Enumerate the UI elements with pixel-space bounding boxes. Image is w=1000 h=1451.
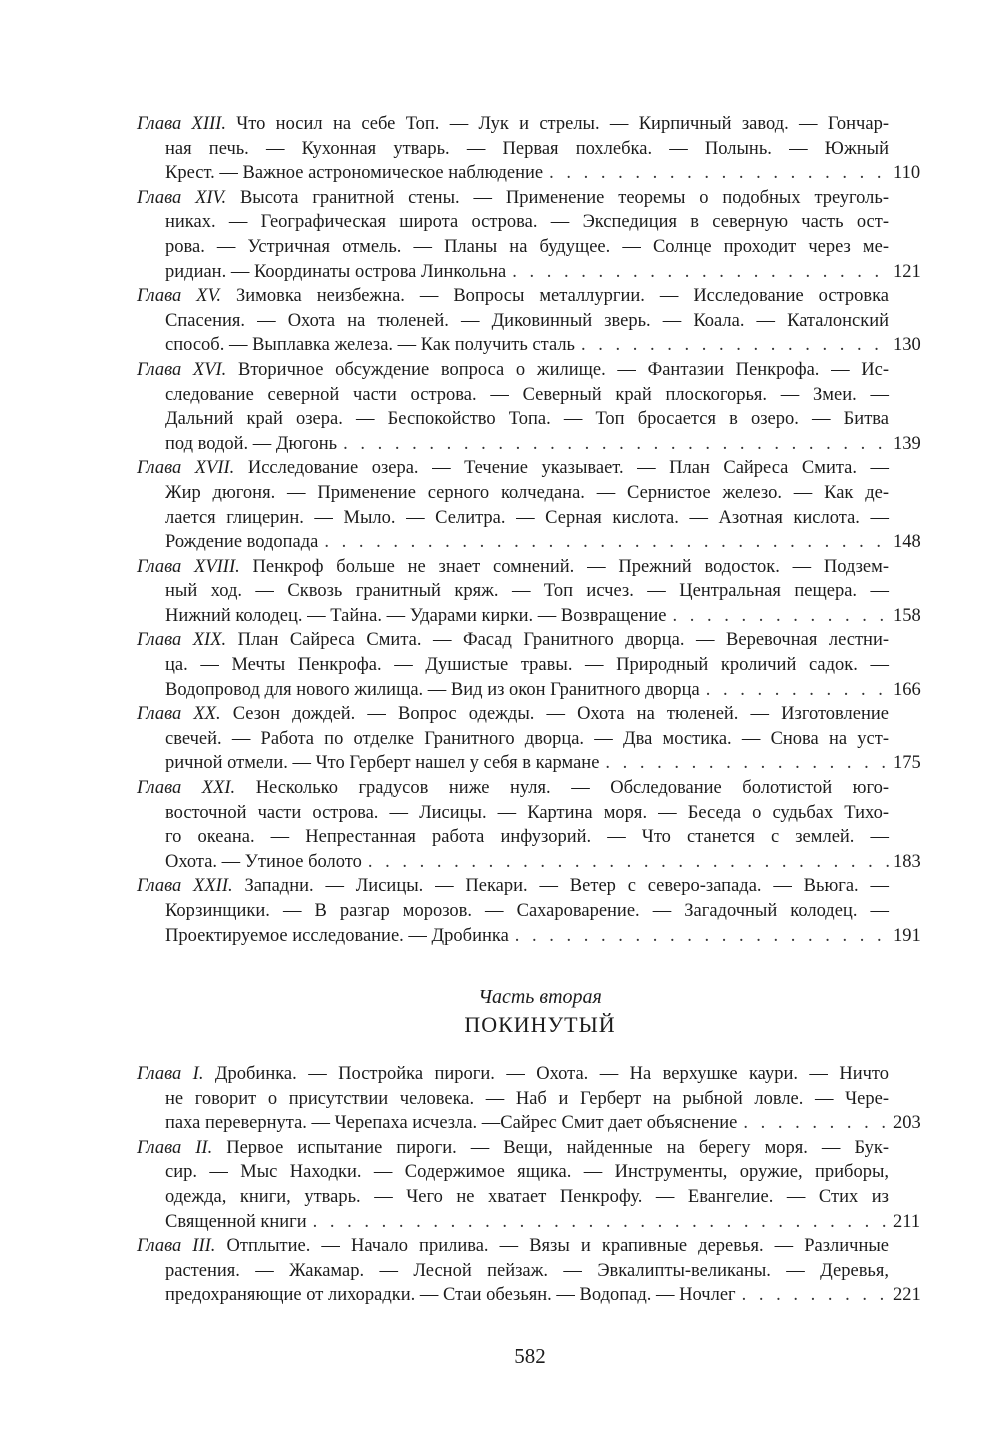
chapter-summary-text: Дробинка. — Постройка пироги. — Охота. — На верхушке каури. — Ничто (214, 1064, 889, 1084)
chapter-summary-text: Пенкроф больше не знает сомнений. — Прежний водосток. — Подзем- (252, 556, 890, 577)
chapter-summary-text: Зимовка неизбежна. — Вопросы металлургии. — Исследование островка (235, 286, 890, 307)
toc-entry-line (137, 506, 933, 531)
toc-entry-line (137, 1234, 933, 1259)
chapter-summary-text: Водопровод для нового жилища. — Вид из окон Гранитного дворца (165, 679, 700, 700)
toc-entry (137, 628, 933, 702)
chapter-label: Глава XIII. (137, 114, 226, 134)
chapter-summary-text: Несколько градусов ниже нуля. — Обследование болотистой юго- (255, 778, 890, 799)
page-ref: 158 (893, 605, 921, 626)
toc-entry (137, 776, 933, 874)
chapter-summary-text: способ. — Выплавка железа. — Как получить сталь (165, 335, 575, 356)
toc-entry-line (137, 727, 933, 752)
toc-entry-line (137, 628, 933, 653)
page-ref: 148 (893, 532, 921, 553)
chapter-summary-text: следование северной части острова. — Северный край плоскогорья. — Змеи. — (165, 384, 889, 405)
chapter-label: Глава I. (137, 1064, 204, 1084)
toc-entry-line (137, 383, 933, 408)
toc-entry-line (137, 1062, 933, 1087)
chapter-label: Глава XX. (137, 704, 221, 725)
chapter-summary-text: ричной отмели. — Что Герберт нашел у себя в кармане (165, 753, 600, 774)
toc-entry (137, 186, 933, 284)
dot-leader (743, 1111, 889, 1136)
toc-entry-line (137, 825, 933, 850)
toc-entry (137, 1062, 933, 1136)
chapter-summary-text: никах. — Географическая широта острова. — Экспедиция в северную часть ост- (165, 212, 889, 233)
chapter-summary-text: свечей. — Работа по отделке Гранитного дворца. — Два мостика. — Снова на уст- (165, 728, 889, 749)
chapter-summary-text: Что носил на себе Топ. — Лук и стрелы. — Кирпичный завод. — Гончар- (236, 114, 889, 134)
page-ref: 221 (893, 1285, 921, 1306)
chapter-summary-text: План Сайреса Смита. — Фасад Гранитного дворца. — Веревочная лестни- (237, 630, 889, 651)
toc-entry (137, 1136, 933, 1234)
toc-entry-line (137, 137, 933, 162)
dot-leader (512, 260, 889, 285)
toc-part-one (137, 112, 933, 948)
chapter-label: Глава XVII. (137, 458, 235, 479)
dot-leader (549, 161, 889, 186)
chapter-summary-text: Жир дюгоня. — Применение серного колчедана. — Сернистое железо. — Как де- (165, 482, 889, 503)
chapter-summary-text: Вторичное обсуждение вопроса о жилище. — Фантазии Пенкрофа. — Ис- (238, 359, 890, 380)
chapter-label: Глава XXI. (137, 778, 236, 799)
toc-entry-line (137, 284, 933, 309)
page-ref: 211 (893, 1211, 921, 1232)
chapter-summary-text: Священной книги (165, 1211, 307, 1232)
page-ref: 110 (893, 163, 921, 184)
chapter-label: Глава XVIII. (137, 556, 240, 577)
toc-entry (137, 358, 933, 456)
chapter-label: Глава XXII. (137, 876, 233, 897)
page-number: 582 (514, 1344, 546, 1368)
toc-entry (137, 1234, 933, 1308)
chapter-label: Глава II. (137, 1137, 213, 1158)
page-ref: 175 (893, 753, 921, 774)
chapter-summary-text: растения. — Жакамар. — Лесной пейзаж. — Эвкалипты-великаны. — Деревья, (165, 1260, 889, 1281)
toc-entry-line (137, 678, 933, 703)
chapter-label: Глава XV. (137, 286, 222, 307)
chapter-summary-text: го океана. — Непрестанная работа инфузорий. — Что станется с землей. — (165, 827, 889, 848)
page-ref: 166 (893, 679, 921, 700)
toc-entry-line (137, 333, 933, 358)
dot-leader (581, 333, 889, 358)
chapter-summary-text: под водой. — Дюгонь (165, 433, 338, 454)
page-ref: 121 (893, 261, 921, 282)
toc-entry-line (137, 1111, 933, 1136)
chapter-summary-text: ца. — Мечты Пенкрофа. — Душистые травы. — Природный кроличий садок. — (165, 655, 889, 676)
chapter-summary-text: Нижний колодец. — Тайна. — Ударами кирки. — Возвращение (165, 605, 667, 626)
part-subtitle: Часть вторая (478, 986, 602, 1008)
chapter-summary-text: Сезон дождей. — Вопрос одежды. — Охота на тюленей. — Изготовление (232, 704, 889, 725)
toc-part-two (137, 1062, 933, 1308)
page-ref: 183 (893, 851, 921, 872)
chapter-summary-text: Высота гранитной стены. — Применение теоремы о подобных треуголь- (239, 187, 889, 208)
toc-entry-line (137, 407, 933, 432)
dot-leader (605, 751, 889, 776)
toc-entry-line (137, 801, 933, 826)
dot-leader (742, 1283, 889, 1308)
toc-entry-line (137, 1087, 933, 1112)
dot-leader (706, 678, 889, 703)
chapter-summary-text: Проектируемое исследование. — Дробинка (165, 925, 509, 946)
toc-entry-line (137, 702, 933, 727)
chapter-summary-text: Спасения. — Охота на тюленей. — Диковинный зверь. — Коала. — Каталонский (165, 310, 889, 331)
page-ref: 191 (893, 925, 921, 946)
chapter-summary-text: ридиан. — Координаты острова Линкольна (165, 261, 507, 282)
chapter-summary-text: паха перевернута. — Черепаха исчезла. —Сайрес Смит дает объяснение (165, 1113, 738, 1134)
toc-entry (137, 555, 933, 629)
chapter-summary-text: лается глицерин. — Мыло. — Селитра. — Серная кислота. — Азотная кислота. — (165, 507, 889, 528)
toc-entry-line (137, 456, 933, 481)
chapter-summary-text: Охота. — Утиное болото (165, 851, 362, 872)
chapter-summary-text: ный ход. — Сквозь гранитный кряж. — Топ исчез. — Центральная пещера. — (165, 581, 889, 602)
toc-entry (137, 874, 933, 948)
toc-entry (137, 702, 933, 776)
page-ref: 203 (893, 1113, 921, 1134)
toc-entry-line (137, 776, 933, 801)
page-ref: 130 (893, 335, 921, 356)
chapter-summary-text: Дальний край озера. — Беспокойство Топа. — Топ бросается в озеро. — Битва (165, 409, 889, 430)
dot-leader (324, 530, 889, 555)
chapter-summary-text: Отплытие. — Начало прилива. — Вязы и крапивные деревья. — Различные (226, 1236, 890, 1257)
toc-entry-line (137, 235, 933, 260)
chapter-label: Глава XVI. (137, 359, 227, 380)
toc-entry-line (137, 1136, 933, 1161)
dot-leader (673, 604, 890, 629)
chapter-summary-text: рова. — Устричная отмель. — Планы на будущее. — Солнце проходит через ме- (165, 236, 889, 257)
toc-entry-line (137, 1185, 933, 1210)
toc-entry-line (137, 210, 933, 235)
chapter-label: Глава XIX. (137, 630, 227, 651)
chapter-summary-text: Западни. — Лисицы. — Пекари. — Ветер с северо-запада. — Вьюга. — (244, 876, 890, 897)
toc-entry-line (137, 653, 933, 678)
chapter-summary-text: Рождение водопада (165, 532, 319, 553)
chapter-label: Глава III. (137, 1236, 216, 1257)
chapter-summary-text: Крест. — Важное астрономическое наблюдение (165, 163, 544, 184)
dot-leader (368, 850, 889, 875)
toc-entry-line (137, 1160, 933, 1185)
toc-entry-line (137, 555, 933, 580)
toc-entry-line (137, 579, 933, 604)
chapter-summary-text: Первое испытание пироги. — Вещи, найденные на берегу моря. — Бук- (226, 1137, 890, 1158)
chapter-summary-text: одежда, книги, утварь. — Чего не хватает Пенкрофу. — Евангелие. — Стих из (165, 1186, 889, 1207)
toc-entry (137, 284, 933, 358)
chapter-summary-text: предохраняющие от лихорадки. — Стаи обезьян. — Водопад. — Ночлег (165, 1285, 736, 1306)
toc-entry-line (137, 112, 933, 137)
toc-entry-line (137, 899, 933, 924)
part-title: ПОКИНУТЫЙ (464, 1012, 616, 1037)
toc-entry-line (137, 1283, 933, 1308)
chapter-summary-text: ная печь. — Кухонная утварь. — Первая похлебка. — Полынь. — Южный (165, 138, 889, 159)
toc-entry-line (137, 481, 933, 506)
toc-entry-line (137, 751, 933, 776)
toc-entry-line (137, 358, 933, 383)
chapter-summary-text: не говорит о присутствии человека. — Наб и Герберт на рыбной ловле. — Чере- (165, 1088, 889, 1109)
toc-entry-line (137, 850, 933, 875)
toc-entry-line (137, 309, 933, 334)
toc-entry-line (137, 604, 933, 629)
toc-entry-line (137, 432, 933, 457)
dot-leader (313, 1210, 889, 1235)
chapter-summary-text: Корзинщики. — В разгар морозов. — Сахароварение. — Загадочный колодец. — (165, 901, 889, 921)
page-ref: 139 (893, 433, 921, 454)
chapter-summary-text: Исследование озера. — Течение указывает. — План Сайреса Смита. — (247, 458, 890, 479)
chapter-summary-text: восточной части острова. — Лисицы. — Картина моря. — Беседа о судьбах Тихо- (165, 802, 889, 823)
chapter-summary-text: сир. — Мыс Находки. — Содержимое ящика. — Инструменты, оружие, приборы, (165, 1162, 889, 1183)
toc-entry-line (137, 260, 933, 285)
toc-entry-line (137, 530, 933, 555)
toc-entry-line (137, 186, 933, 211)
dot-leader (343, 432, 889, 457)
toc-entry (137, 112, 933, 186)
chapter-label: Глава XIV. (137, 187, 227, 208)
toc-entry-line (137, 1210, 933, 1235)
dot-leader (515, 924, 889, 949)
toc-entry (137, 456, 933, 554)
toc-entry-line (137, 161, 933, 186)
toc-entry-line (137, 874, 933, 899)
toc-entry-line (137, 1259, 933, 1284)
toc-entry-line (137, 924, 933, 949)
